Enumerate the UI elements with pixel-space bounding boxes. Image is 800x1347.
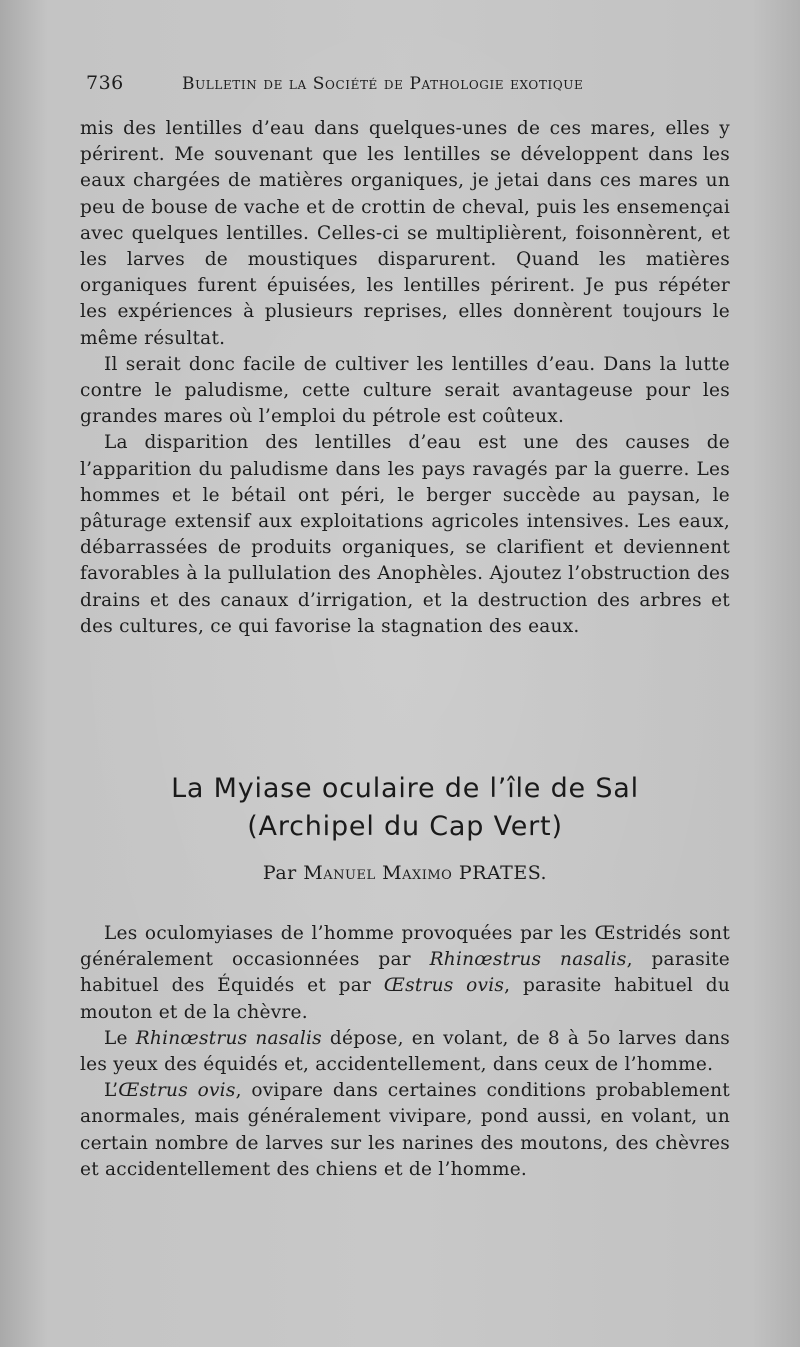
text-run: Le bbox=[104, 1027, 136, 1049]
paragraph bbox=[80, 921, 730, 1026]
text-run: L’ bbox=[104, 1080, 119, 1102]
subtitle-line: (Archipel du Cap Vert) bbox=[247, 811, 563, 842]
species-name: Œstrus ovis bbox=[383, 975, 505, 997]
paragraph bbox=[80, 1026, 730, 1078]
author-line bbox=[80, 862, 730, 884]
species-name: Rhinœstrus nasalis bbox=[135, 1027, 322, 1049]
author-surname: PRATES. bbox=[458, 862, 548, 884]
paragraph bbox=[80, 1078, 730, 1183]
text-run: , parasite habituel des Équidés et par bbox=[80, 949, 730, 997]
species-name: Rhinœstrus nasalis bbox=[429, 949, 627, 971]
author-name: Manuel Maximo bbox=[303, 862, 453, 884]
running-head: Bulletin de la Société de Pathologie exotique bbox=[182, 74, 584, 94]
previous-article-text bbox=[80, 116, 730, 640]
text-run: Les oculomyiases de l’homme provoquées par les Œstridés sont généralement occasionnées par bbox=[80, 923, 730, 971]
page-number: 736 bbox=[86, 72, 124, 94]
article-body bbox=[80, 921, 730, 1183]
article-title bbox=[80, 770, 730, 846]
paragraph: mis des lentilles d’eau dans quelques-unes de ces mares, elles y périrent. Me souvenant que les lentilles se développent dans les eaux chargées de matières organiques, je jetai dans ces mares un peu de bouse de vache et de crottin de cheval, puis les ensemençai avec quelques lentilles. Celles-ci se multiplièrent, foisonnèrent, et les larves de moustiques disparurent. Quand les matières organiques furent épuisées, les lentilles périrent. Je pus répéter les expériences à plusieurs reprises, elles donnèrent toujours le même résultat. bbox=[80, 118, 730, 349]
title-line: La Myiase oculaire de l’île de Sal bbox=[171, 773, 639, 804]
text-run: , parasite habituel du mouton et de la chèvre. bbox=[80, 975, 730, 1023]
text-run: , ovipare dans certaines conditions probablement anormales, mais généralement vivipare, pond aussi, en volant, un certain nombre de larves sur les narines des moutons, des chèvres et accidentellement des chiens et de l’homme. bbox=[80, 1080, 730, 1180]
paragraph: La disparition des lentilles d’eau est une des causes de l’apparition du paludisme dans les pays ravagés par la guerre. Les hommes et le bétail ont péri, le berger succède au paysan, le pâturage extensif aux exploitations agricoles intensives. Les eaux, débarrassées de produits organiques, se clarifient et deviennent favorables à la pullulation des Anophèles. Ajoutez l’obstruction des drains et des canaux d’irrigation, et la destruction des arbres et des cultures, ce qui favorise la stagnation des eaux. bbox=[80, 432, 730, 637]
page-header bbox=[86, 66, 726, 96]
text-run: dépose, en volant, de 8 à 5o larves dans les yeux des équidés et, accidentellement, dans ceux de l’homme. bbox=[80, 1027, 730, 1076]
paragraph: Il serait donc facile de cultiver les lentilles d’eau. Dans la lutte contre le paludisme, cette culture serait avantageuse pour les grandes mares où l’emploi du pétrole est coûteux. bbox=[80, 353, 730, 428]
author-prefix: Par bbox=[262, 862, 297, 884]
species-name: Œstrus ovis bbox=[118, 1080, 236, 1102]
